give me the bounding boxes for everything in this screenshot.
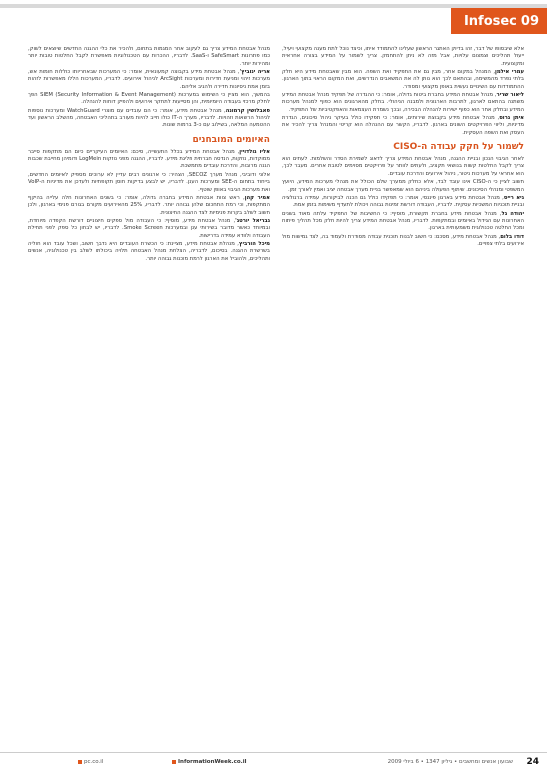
- page-number: 24: [526, 757, 539, 767]
- paragraph: גיא רייס, מנהל אבטחת מידע בארגון פיננסי, אומר: כי תפקידו כולל גם הכנה לביקורות, עמידה ברגולציה ובניית תוכניות המשכיות עסקית. לדבריו, העבודה דורשת זמינות גבוהה ויכולת לתעדף משימות בזמן אמת.: [282, 194, 524, 209]
- left-column: [28, 46, 270, 264]
- person-name: מיכל הורביץ: [238, 240, 270, 247]
- person-name: אמיר קהן: [244, 194, 270, 201]
- paragraph: עמרי אילמן, המנהל במקום אחר, מבין גם את התפקיד ואת השפה. הוא מבין שאבטחת מידע היא חלק בלתי נפרד מהמשימה, ובהתאם לכך הוא נותן לה את המשאבים הנדרשים, ואת המקום הראוי בתוך הארגון. ההתמודדות עם השינויים נעשית באופן מקצועי ומסודר.: [282, 69, 524, 90]
- issue-number: 09: [520, 13, 539, 29]
- bullet-icon: [172, 760, 176, 764]
- person-name: יהודה גל: [501, 210, 525, 217]
- section-heading: האיומים המובחנים: [192, 134, 270, 145]
- page-footer: [0, 752, 547, 774]
- person-name: איתן גרוס: [499, 115, 524, 122]
- paragraph: אליו גולדויין, מנהל אבטחת המידע בכלל התעשייה, סיכם: האיומים העיקריים כיום הם מתקפות סייבר ממוקדות, נוזקות, הנדסה חברתית וזליגת מידע. לדבריו, ההגנה מפני נוזקות LogMein ודומיהן מחייבת שכבות הגנה מרובות, והדרכת עובדים מתמשכת.: [28, 148, 270, 170]
- paragraph: איתן גרוס, מנהל אבטחת מידע בקבוצת שירותים, אומר: כי תפקידו כולל בעיקר ניהול סיכונים, הגדרת מדיניות, וליווי הפרויקטים השונים בארגון. לדבריו, הקשר עם ההנהלה הוא קריטי והמנהל צריך להכיר את העסק ואת השפה העסקית.: [282, 115, 524, 136]
- person-name: דודו בלום: [500, 233, 525, 240]
- ref-link[interactable]: pc.co.il: [76, 759, 103, 765]
- person-name: גיא רייס: [503, 194, 524, 201]
- paragraph: ליאור שריר, מנהל אבטחת המידע בחברת ביטוח גדולה, אומר: כי ההגדרה של תפקיד מנהל אבטחת המידע משתנה בהתאם לארגון, לתרבות הארגונית ולמבנה הניהולי. בחלק מהארגונים הוא כפוף למנהל מערכות המידע ובחלק אחר הוא כפוף ישירות להנהלה הבכירה, ובכך נשמרת העצמאות והאפקטיביות של התפקיד.: [282, 92, 524, 113]
- site-link[interactable]: InformationWeek.co.il: [170, 759, 246, 765]
- top-bar: [0, 0, 547, 34]
- paragraph: אריה ינוביץ', מנהל אבטחת מידע בקבוצה קמעונאית, אומר: כי המערכות שבאחריותו כוללות חומות אש, מערכות זיהוי ומניעת חדירות ומערכות ArcSight לניהול אירועים. לדבריו, המערכות הללו מאפשרות לזהות בזמן אמת ניסיונות חדירה ולהגיב אליהם.: [28, 69, 271, 90]
- person-name: עמרי אילמן: [495, 69, 524, 76]
- paragraph: דודו בלום, מנהל אבטחת מידע, מסכם: כי חשוב לבנות תוכנית עבודה מסודרת ולעמוד בה, לצד גמישות מול אירועים בלתי צפויים.: [282, 233, 525, 247]
- paragraph: אלא שיבסופו של דבר, זהו בדיוק האתגר הראשון שעלינו להתמודד איתו, וכיצד נוכל לתת מענה מקצועי ויעיל, ייעול תהליכים וצמצום עלויות, אבל מזה לא ניתן להתחמק. צריך לשמור על המידע בצורה אחראית ומקצועית.: [282, 46, 524, 67]
- person-name: אליו גולדויין: [239, 148, 270, 155]
- person-name: גבריאל יורטג': [235, 217, 270, 224]
- right-column: [282, 46, 524, 249]
- paragraph: לאחר הגיבוי הנכון ובניית ההגנה, מנהל אבטחת המידע צריך לדאוג לשמירת הסדר והשלמות. לעתים הוא צריך לקבל החלטות קשות בנושאי תקציב, ולעתים לוותר על פרויקטים מסוימים לטובת אחרים. מעבר לכך, הוא אחראי על מערכות ניטור, ניהול אירועים והדרכת עובדים.: [282, 156, 524, 177]
- paragraph: בהמשך, הוא מציין כי השימוש במערכות SIEM (Security Information & Event Management) הפך לחלק מרכזי בעבודה היומיומית, והן מסייעות לתחקר אירועים ולהפיק דוחות להנהלה.: [28, 92, 270, 106]
- paragraph: מיכל הורביץ, מנהלת אבטחת מידע, מציינת: כי הכשרת העובדים היא נדבך חשוב, ושכל עובד הוא חוליה בשרשרת ההגנה. בסיכום, לדבריה, הצלחת מנהל האבטחה תלויה ביכולתו לשלב בין טכנולוגיה, אנשים ותהליכים, ולהוביל את הארגון לרמת מוכנות גבוהה יותר.: [28, 240, 270, 262]
- paragraph: יהודה גל, מנהל אבטחת מידע בחברת תקשורת, מוסיף: כי החשיבות של התפקיד עלתה מאוד בשנים האחרונות עם הגידול באיומים ובמתקפות. לדבריו, מנהל אבטחת המידע צריך להיות חלק מכל תהליך פיתוח ומכל החלטה טכנולוגית משמעותית בארגון.: [282, 210, 525, 232]
- paragraph: חשוב לציין כי ה-CISO אינו עובד לבד, אלא כחלק ממערך שלם הכולל את מנהלי מערכות המידע, היועץ המשפטי ומנהלי הסיכונים. שיתוף הפעולה ביניהם הוא שמאפשר בניית מערך אבטחה יציב ואמין לאורך זמן.: [282, 179, 524, 193]
- section-title: Infosec: [463, 13, 517, 29]
- paragraph: פאבלושין קרמונה, מנהל אבטחת מידע, אומר: כי הם עובדים עם מוצרי WatchGuard ומערכות נוספות לניהול הרשאות וזהויות. לדבריו, מערך ה-IT כולו חייב להיות מעורב בתהליכי האבטחה, מהשלב הראשון ועד ההטמעה המלאה, בשילוב עם כ-3 ברמות שונות.: [28, 107, 270, 129]
- paragraph: אלוני ודוביבי, מנהל מערך SECOZ, הצהיר: כי ארגונים רבים עדיין לא ערוכים מספיק לאיומים החדשים, בייחוד בתחום ה-SEE ומערכות הענן. לדבריו, יש לבצע בדיקות חוסן תקופתיות ולעדכן את מדיניות ה-VoIP ואת מערכות הגיבוי באופן שוטף.: [28, 171, 270, 193]
- person-name: פאבלושין קרמונה: [225, 107, 270, 114]
- publication-info: שבועון אנשים ומחשבים • גיליון 1347 • 6 ביולי 2009: [387, 759, 513, 765]
- paragraph: גבריאל יורטג', מנהל אבטחת מידע, מוסיף: כי העבודה מול ספקים חיצוניים דורשת הקפדה מיוחדת, ובמיוחד כאשר מדובר בשירותי ענן ובמערכות Smoke Screen. לדבריו, יש לבחון כל ספק לפני תחילת העבודה ולוודא עמידה בדרישות.: [28, 217, 271, 239]
- section-tab: [451, 8, 547, 34]
- paragraph: אמיר קהן, ראש צוות אבטחת המידע בחברה גדולה, אומר: כי בשנים האחרונות חלה עלייה בהיקף המתקפות, וכי רמת התחכום שלהן גבוהה יותר. לדבריו, 25% מהאירועים מקורם בגורם פנימי בארגון, ולכן חשוב לשלב בקרות פנימיות לצד ההגנה החיצונית.: [28, 194, 270, 216]
- person-name: ליאור שריר: [496, 92, 524, 99]
- paragraph: מנהל אבטחת המידע צריך גם לעקוב אחר המגמות בתחום, ולהכיר את כלי ההגנה החדשים שיוצאים לשוק, כמו פתרונות SafeSmart ו-SaaS. לדבריו, ההכרות עם הטכנולוגיות מאפשרת לקבל החלטות טובות יותר ומהירות יותר.: [28, 46, 271, 67]
- bullet-icon: [78, 760, 82, 764]
- person-name: אריה ינוביץ': [239, 69, 270, 76]
- section-heading: לשמור על חקק עבודה ה-CISO: [393, 142, 524, 153]
